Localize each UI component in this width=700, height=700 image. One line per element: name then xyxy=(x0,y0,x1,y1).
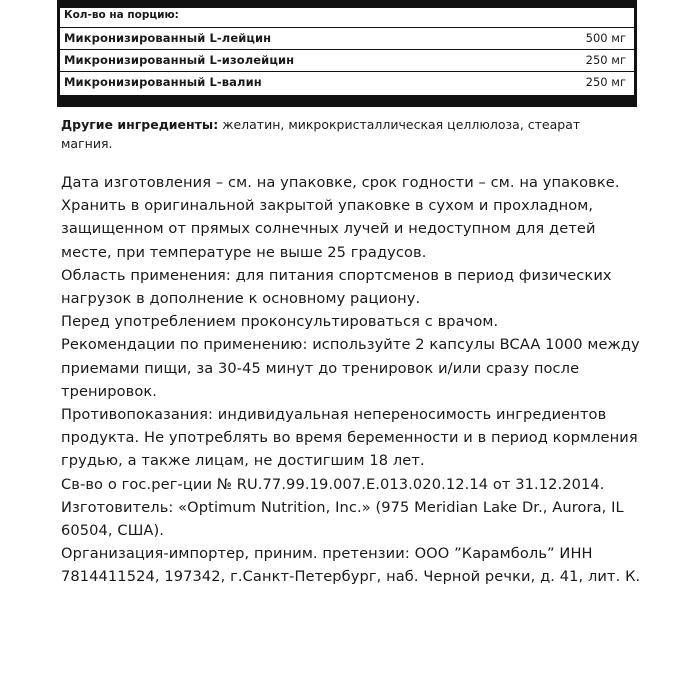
nutrient-name: Микронизированный L-изолейцин xyxy=(64,53,295,67)
recommendations-paragraph: Рекомендации по применению: используйте 2 капсулы BCAA 1000 между приемами пищи, за 30-45 минут до тренировок и/или сразу после тренировок. xyxy=(61,336,640,400)
contraindications-paragraph: Противопоказания: индивидуальная непереносимость ингредиентов продукта. Не употреблять во время беременности и в период кормления грудью, а также лицам, не достигшим 18 лет. xyxy=(61,406,638,470)
usage-area-paragraph: Область применения: для питания спортсменов в период физических нагрузок в дополнение к основному рациону. xyxy=(61,266,612,308)
serving-label: Кол-во на порцию: xyxy=(64,9,179,21)
importer-paragraph: Организация-импортер, приним. претензии: ООО ”Карамболь” ИНН 7814411524, 197342, г.Санкт-Петербург, наб. Черной речки, д. 41, лит. К. xyxy=(61,545,641,586)
nutrient-amount: 250 мг xyxy=(585,75,626,89)
nutrient-row-leucine xyxy=(60,27,634,47)
panel-top-bar xyxy=(60,0,634,8)
nutrient-row-isoleucine xyxy=(60,49,634,69)
storage-paragraph: Дата изготовления – см. на упаковке, срок годности – см. на упаковке. Хранить в оригинальной закрытой упаковке в сухом и прохладном, защищенном от прямых солнечных лучей и недоступном для детей месте, при температуре не выше 25 градусов. xyxy=(61,174,620,261)
panel-bottom-bar xyxy=(60,95,634,107)
registration-paragraph: Св-во о гос.рег-ции № RU.77.99.19.007.Е.013.020.12.14 от 31.12.2014. Изготовитель: «Optimum Nutrition, Inc.» (975 Meridian Lake Dr., Aurora, IL 60504, США). xyxy=(61,475,624,540)
nutrient-amount: 500 мг xyxy=(585,31,626,45)
nutrient-row-valine xyxy=(60,71,634,91)
consult-doctor-paragraph: Перед употреблением проконсультироваться с врачом. xyxy=(61,313,499,331)
nutrient-amount: 250 мг xyxy=(585,53,626,67)
other-ingredients xyxy=(61,115,631,153)
nutrition-facts-panel xyxy=(57,0,637,107)
other-ingredients-text: желатин, микрокристаллическая целлюлоза, стеарат магния. xyxy=(61,117,581,151)
other-ingredients-label: Другие ингредиенты: xyxy=(61,117,219,132)
nutrient-name: Микронизированный L-валин xyxy=(64,75,262,89)
label-body-text xyxy=(61,171,641,589)
nutrient-name: Микронизированный L-лейцин xyxy=(64,31,272,45)
